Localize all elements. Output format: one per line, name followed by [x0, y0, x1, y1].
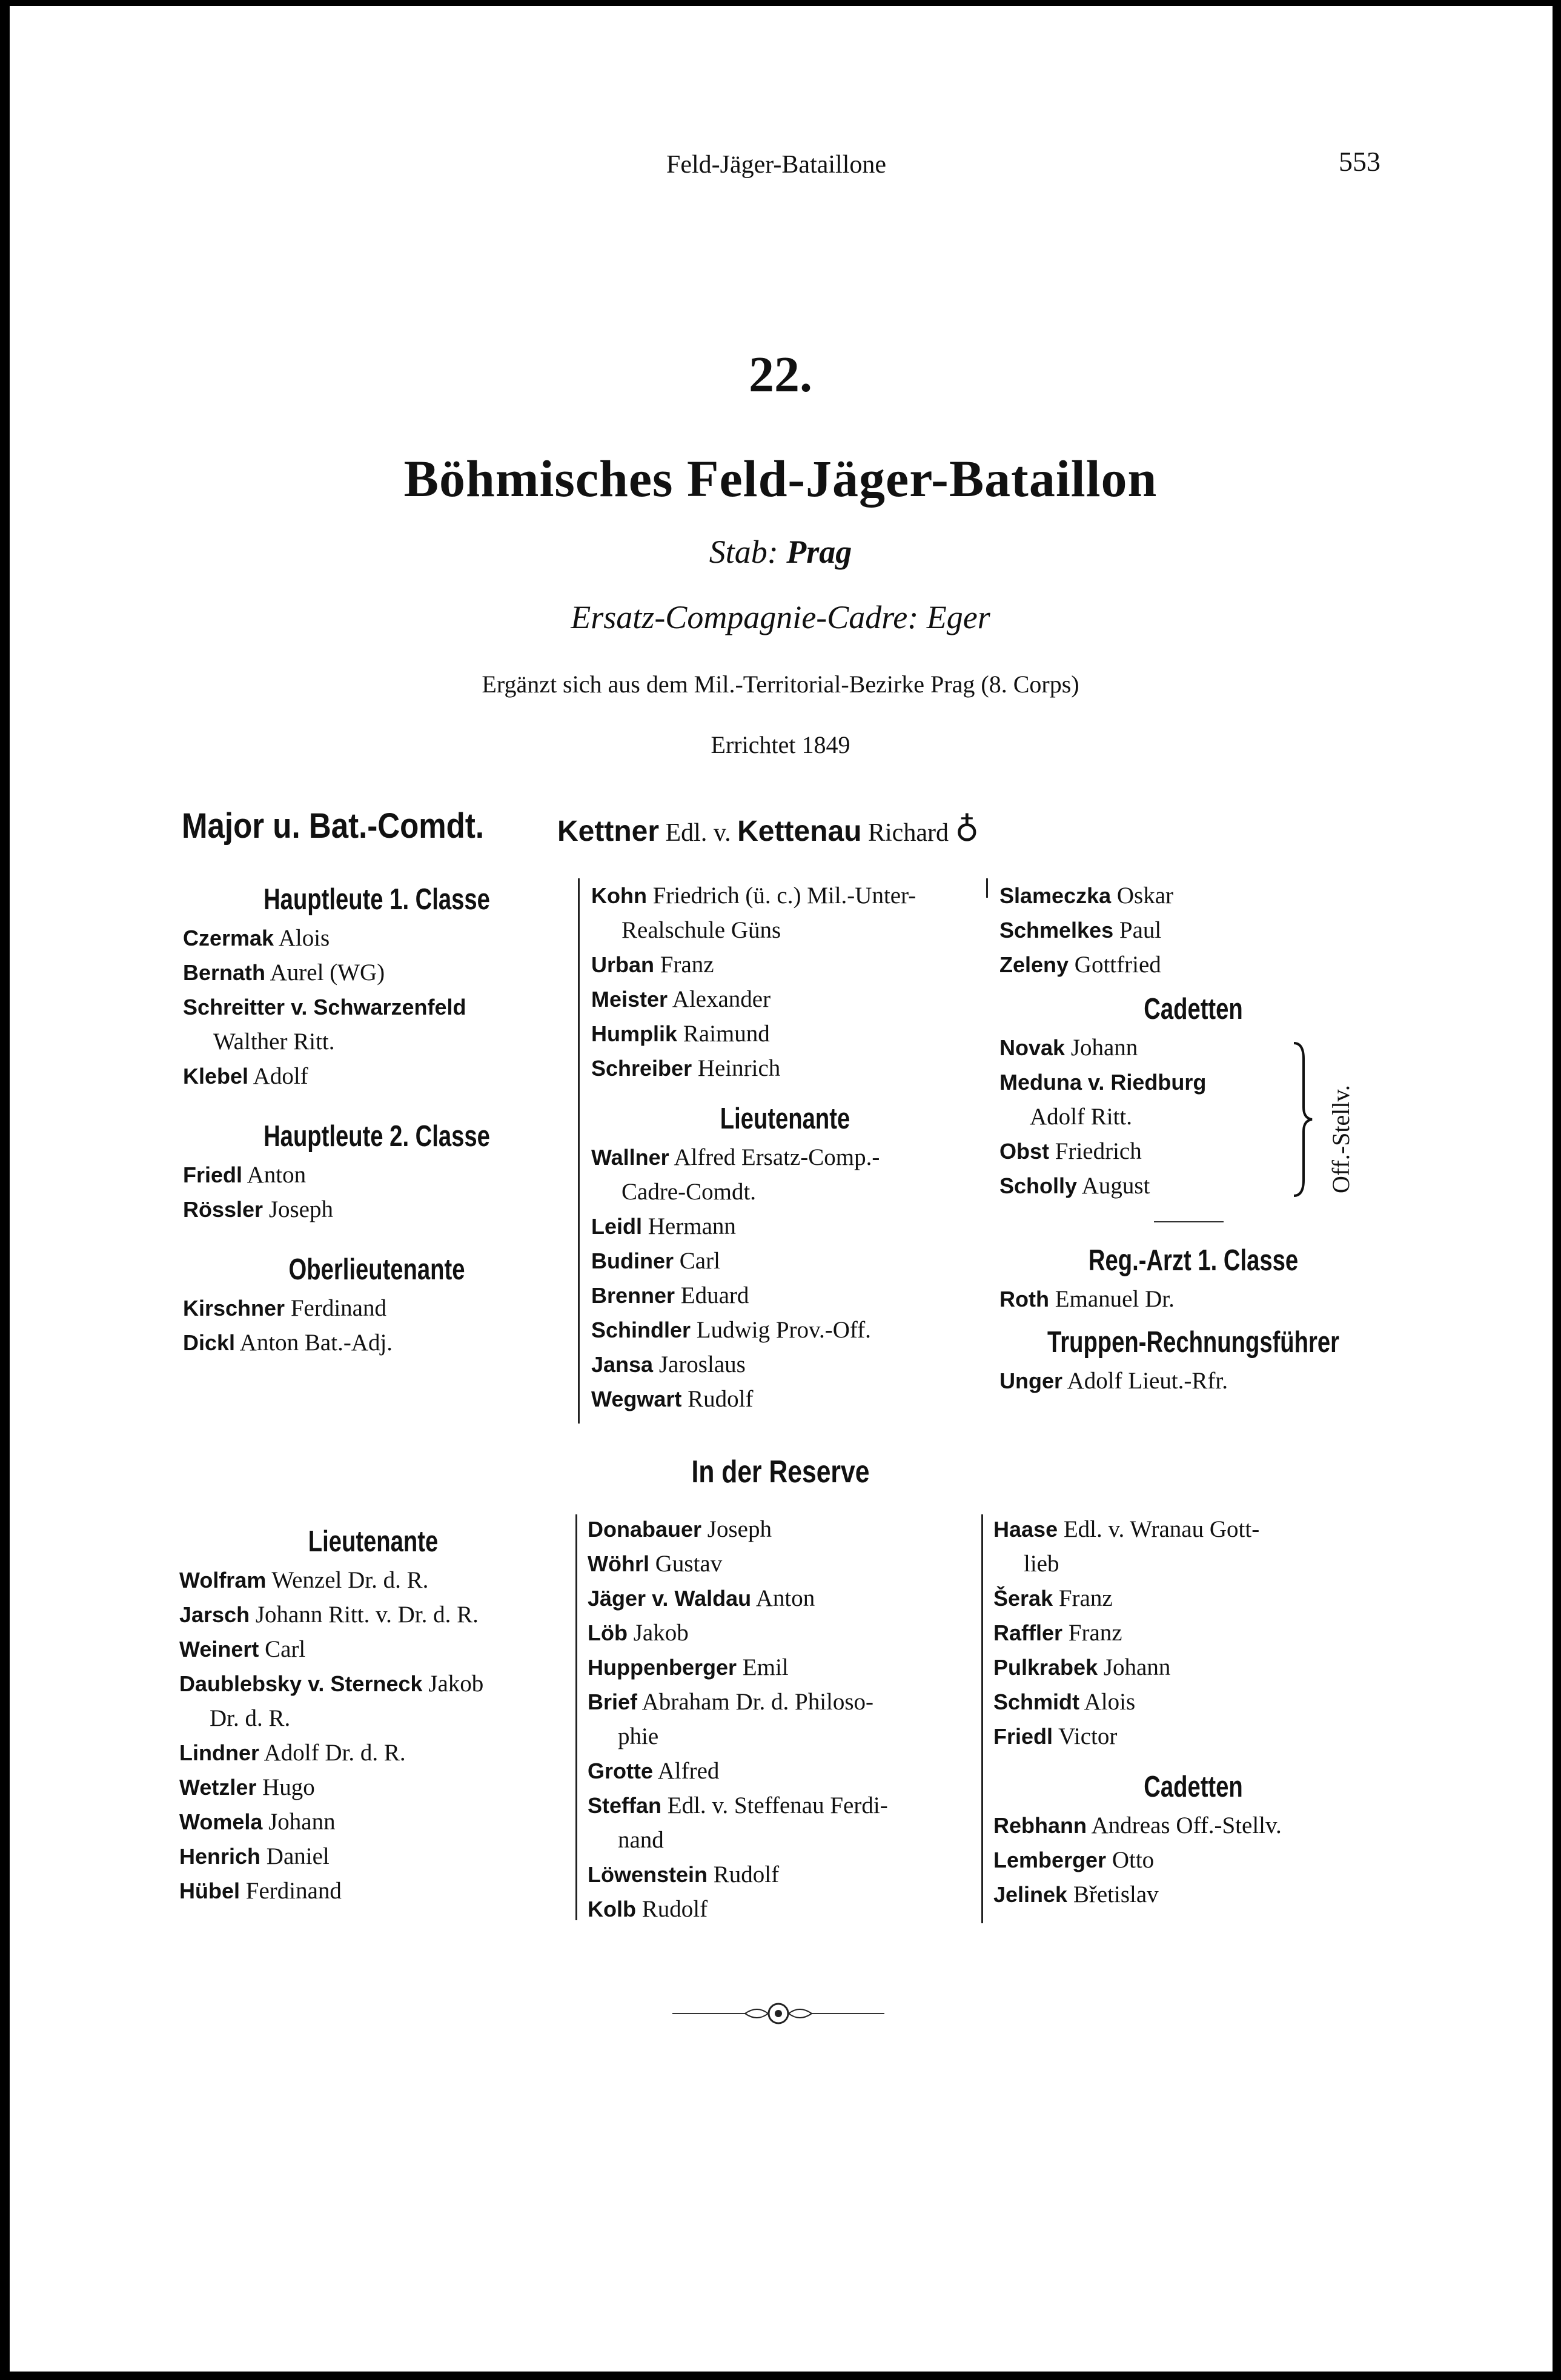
- person-surname: Weinert: [179, 1637, 259, 1662]
- person-details: Daniel: [266, 1843, 330, 1869]
- list-item: [993, 1877, 1393, 1912]
- person-details: Alois: [1084, 1689, 1136, 1715]
- person-surname: Schreitter v. Schwarzenfeld: [183, 995, 466, 1019]
- list-item: [179, 1770, 567, 1805]
- person-details: Johann: [1103, 1654, 1171, 1680]
- reserve-list-2: [588, 1512, 975, 1926]
- major-title-name: Kettenau: [737, 815, 862, 847]
- person-surname: Schmidt: [993, 1689, 1080, 1714]
- person-surname: Scholly: [999, 1173, 1078, 1198]
- list-item: [183, 1059, 571, 1093]
- major-particle: Edl. v.: [665, 819, 731, 847]
- list-item: [591, 947, 979, 982]
- person-details: Eduard: [680, 1282, 749, 1308]
- person-details: Franz: [1068, 1620, 1122, 1646]
- list-item: [591, 1140, 979, 1175]
- list-item: [588, 1650, 975, 1685]
- person-surname: Lemberger: [993, 1848, 1107, 1872]
- list-item: [179, 1563, 567, 1597]
- list-item: [183, 1158, 571, 1192]
- list-item: [183, 1024, 571, 1059]
- person-details: Gustav: [655, 1551, 723, 1577]
- person-details: Franz: [660, 952, 714, 978]
- person-details: Alexander: [672, 986, 771, 1012]
- person-surname: Czermak: [183, 926, 274, 950]
- person-details: Johann Ritt. v. Dr. d. R.: [255, 1602, 479, 1628]
- major-label: Major u. Bat.-Comdt.: [182, 806, 485, 846]
- person-surname: Daublebsky v. Sterneck: [179, 1671, 423, 1696]
- person-details: Ferdinand: [245, 1878, 342, 1904]
- list-item: [179, 1839, 567, 1874]
- list-oberlieutenante: [183, 1291, 571, 1360]
- list-item: [591, 1016, 979, 1051]
- major-surname: Kettner: [557, 815, 660, 847]
- reserve-list-cadetten: [993, 1808, 1393, 1912]
- stab-label: Stab:: [709, 534, 778, 570]
- list-item: [993, 1581, 1393, 1616]
- reserve-divider-1: [575, 1514, 577, 1920]
- person-surname: Meister: [591, 987, 668, 1012]
- list-item: [993, 1843, 1393, 1877]
- person-details: Rudolf: [641, 1896, 708, 1922]
- list-item: [183, 1291, 571, 1325]
- person-surname: Klebel: [183, 1064, 249, 1089]
- list-item: [588, 1754, 975, 1788]
- person-details: Emil: [742, 1654, 789, 1680]
- list-item: [183, 1192, 571, 1227]
- list-item: [591, 982, 979, 1016]
- person-details: Walther Ritt.: [213, 1029, 335, 1055]
- person-details: August: [1081, 1173, 1150, 1199]
- reserve-heading: In der Reserve: [691, 1454, 870, 1490]
- heading-reg-arzt: Reg.-Arzt 1. Classe: [1088, 1244, 1299, 1277]
- person-surname: Slameczka: [999, 883, 1112, 908]
- person-details: Dr. d. R.: [210, 1705, 291, 1731]
- person-details: Edl. v. Wranau Gott-: [1063, 1516, 1260, 1542]
- person-details: Alfred Ersatz-Comp.-: [674, 1144, 880, 1170]
- list-item: [183, 1325, 571, 1360]
- person-surname: Löwenstein: [588, 1862, 708, 1887]
- person-surname: Meduna v. Riedburg: [999, 1070, 1207, 1095]
- person-details: Oskar: [1116, 883, 1174, 909]
- person-surname: Urban: [591, 952, 655, 977]
- person-details: Franz: [1058, 1585, 1113, 1611]
- list-item: [591, 1209, 979, 1244]
- person-details: Heinrich: [697, 1055, 781, 1081]
- person-surname: Brief: [588, 1689, 638, 1714]
- person-surname: Kirschner: [183, 1296, 285, 1321]
- list-item: [183, 955, 571, 990]
- list-item: [993, 1512, 1393, 1546]
- person-surname: Pulkrabek: [993, 1655, 1098, 1680]
- person-surname: Dickl: [183, 1330, 236, 1355]
- scan-border-top: [0, 0, 1561, 6]
- list-item: [993, 1616, 1393, 1650]
- person-surname: Friedl: [993, 1724, 1053, 1749]
- list-item: [993, 1685, 1393, 1719]
- person-details: Rudolf: [713, 1861, 780, 1888]
- person-details: phie: [618, 1723, 659, 1749]
- person-surname: Friedl: [183, 1162, 243, 1187]
- person-surname: Wegwart: [591, 1387, 682, 1411]
- person-surname: Zeleny: [999, 952, 1069, 977]
- person-surname: Hübel: [179, 1878, 240, 1903]
- col2-active: [591, 878, 979, 1416]
- list-item: [591, 1175, 979, 1209]
- erganzt-line: Ergänzt sich aus dem Mil.-Territorial-Bezirke Prag (8. Corps): [482, 671, 1079, 698]
- scan-border-bottom: [0, 2372, 1561, 2380]
- list-item: [591, 1051, 979, 1086]
- list-item: [588, 1823, 975, 1857]
- reserve-col2: [588, 1512, 975, 1926]
- person-details: Rudolf: [688, 1386, 754, 1412]
- person-details: Realschule Güns: [621, 917, 781, 943]
- list-item: [993, 1719, 1393, 1754]
- person-surname: Lindner: [179, 1740, 259, 1765]
- list-item: [588, 1685, 975, 1719]
- person-details: Friedrich: [1055, 1138, 1142, 1164]
- person-surname: Rössler: [183, 1197, 263, 1222]
- person-details: Ferdinand: [290, 1295, 386, 1321]
- heading-hauptleute1: Hauptleute 1. Classe: [263, 883, 490, 916]
- list-item: [179, 1735, 567, 1770]
- heading-hauptleute2: Hauptleute 2. Classe: [263, 1120, 490, 1153]
- running-title: Feld-Jäger-Bataillone: [666, 151, 887, 179]
- list-oberlieutenante-cont: [591, 878, 979, 1086]
- person-details: Abraham Dr. d. Philoso-: [641, 1689, 874, 1715]
- person-surname: Womela: [179, 1809, 263, 1834]
- person-details: Adolf Lieut.-Rfr.: [1067, 1368, 1228, 1394]
- reserve-heading-cadetten: Cadetten: [1144, 1771, 1243, 1803]
- list-item: [179, 1701, 567, 1735]
- person-details: Ludwig Prov.-Off.: [696, 1317, 871, 1343]
- person-surname: Jarsch: [179, 1602, 250, 1627]
- person-details: Adolf Dr. d. R.: [263, 1740, 406, 1766]
- person-details: Andreas Off.-Stellv.: [1091, 1812, 1282, 1838]
- list-item: [588, 1616, 975, 1650]
- person-surname: Wetzler: [179, 1775, 257, 1800]
- list-item: [993, 1650, 1393, 1685]
- person-details: Hugo: [262, 1774, 315, 1800]
- list-item: [999, 1364, 1387, 1398]
- person-details: Gottfried: [1074, 952, 1161, 978]
- person-surname: Grotte: [588, 1758, 653, 1783]
- column-divider: [578, 878, 580, 1424]
- person-details: Friedrich (ü. c.) Mil.-Unter-: [652, 883, 916, 909]
- separator-rule: [1154, 1221, 1224, 1222]
- person-surname: Kohn: [591, 883, 647, 908]
- heading-cadetten: Cadetten: [1144, 993, 1243, 1026]
- person-surname: Jelinek: [993, 1882, 1068, 1907]
- list-item: [999, 1282, 1387, 1316]
- person-surname: Novak: [999, 1035, 1066, 1060]
- person-surname: Steffan: [588, 1793, 662, 1818]
- person-details: Anton: [247, 1162, 307, 1188]
- reserve-col3: [993, 1512, 1393, 1912]
- list-reg-arzt: [999, 1282, 1387, 1316]
- errichtet-line: Errichtet 1849: [711, 731, 850, 758]
- list-item: [588, 1512, 975, 1546]
- reserve-list-lieutenante: [179, 1563, 567, 1908]
- page-title: Böhmisches Feld-Jäger-Bataillon: [403, 449, 1158, 508]
- list-item: [588, 1857, 975, 1892]
- list-item: [591, 878, 979, 913]
- person-surname: Brenner: [591, 1283, 675, 1308]
- list-item: [588, 1581, 975, 1616]
- person-details: Victor: [1058, 1723, 1118, 1749]
- list-item: [993, 1808, 1393, 1843]
- person-surname: Humplik: [591, 1021, 678, 1046]
- person-surname: Wöhrl: [588, 1551, 649, 1576]
- person-surname: Roth: [999, 1287, 1049, 1311]
- ersatz-place: Eger: [926, 599, 990, 635]
- person-surname: Obst: [999, 1139, 1050, 1164]
- person-details: nand: [618, 1827, 664, 1853]
- list-item: [999, 878, 1387, 913]
- list-item: [999, 947, 1387, 982]
- reserve-divider-2: [981, 1514, 983, 1923]
- person-surname: Jansa: [591, 1352, 654, 1377]
- person-details: Wenzel Dr. d. R.: [271, 1567, 429, 1593]
- person-surname: Leidl: [591, 1214, 643, 1239]
- person-details: Alois: [278, 925, 330, 951]
- bracket-brace: [1290, 1041, 1314, 1198]
- list-item: [179, 1805, 567, 1839]
- person-details: Jakob: [428, 1671, 484, 1697]
- person-surname: Wolfram: [179, 1568, 267, 1593]
- column-divider-short: [986, 878, 988, 898]
- person-details: Johann: [268, 1809, 336, 1835]
- list-item: [588, 1546, 975, 1581]
- person-surname: Budiner: [591, 1248, 674, 1273]
- person-surname: Huppenberger: [588, 1655, 737, 1680]
- heading-rechnungsfuehrer: Truppen-Rechnungsführer: [1047, 1326, 1340, 1359]
- page-number: 553: [1339, 146, 1380, 177]
- person-details: Joseph: [707, 1516, 772, 1542]
- col1-active: [183, 878, 571, 1360]
- major-name: [557, 810, 979, 849]
- person-details: Adolf: [253, 1063, 308, 1089]
- list-hauptleute1: [183, 921, 571, 1093]
- person-details: Carl: [679, 1248, 720, 1274]
- list-item: [588, 1788, 975, 1823]
- person-surname: Unger: [999, 1368, 1063, 1393]
- person-details: Raimund: [683, 1021, 770, 1047]
- list-item: [183, 921, 571, 955]
- ersatz-line: [0, 598, 1561, 636]
- person-details: lieb: [1024, 1551, 1059, 1577]
- list-item: [591, 1244, 979, 1278]
- list-item: [591, 913, 979, 947]
- person-surname: Schindler: [591, 1318, 691, 1342]
- list-item: [993, 1546, 1393, 1581]
- stab-line: [0, 533, 1561, 571]
- ornament-icon: [672, 1999, 884, 2028]
- person-details: Adolf Ritt.: [1030, 1104, 1133, 1130]
- list-item: [999, 1030, 1387, 1065]
- person-details: Joseph: [268, 1196, 333, 1222]
- list-item: [591, 1313, 979, 1347]
- off-stellv-label: Off.-Stellv.: [1327, 1085, 1354, 1193]
- list-item: [999, 913, 1387, 947]
- reserve-col1: [179, 1520, 567, 1908]
- reserve-list-3: [993, 1512, 1393, 1754]
- major-given: Richard: [868, 819, 949, 847]
- person-surname: Šerak: [993, 1586, 1053, 1611]
- person-surname: Jäger v. Waldau: [588, 1586, 752, 1611]
- list-item: [588, 1719, 975, 1754]
- person-details: Anton: [755, 1585, 815, 1611]
- person-details: Alfred: [657, 1758, 720, 1784]
- person-surname: Löb: [588, 1620, 628, 1645]
- heading-lieutenante: Lieutenante: [720, 1102, 850, 1135]
- person-details: Otto: [1112, 1847, 1155, 1873]
- person-surname: Schmelkes: [999, 918, 1114, 943]
- list-item: [179, 1666, 567, 1701]
- person-surname: Raffler: [993, 1620, 1063, 1645]
- list-item: [591, 1278, 979, 1313]
- list-lieutenante-cont: [999, 878, 1387, 982]
- reserve-heading-lieutenante: Lieutenante: [308, 1525, 439, 1558]
- entry-number: 22.: [749, 346, 812, 403]
- person-details: Hermann: [648, 1213, 736, 1239]
- person-details: Cadre-Comdt.: [621, 1179, 757, 1205]
- list-rechnungsfuehrer: [999, 1364, 1387, 1398]
- list-item: [179, 1632, 567, 1666]
- person-surname: Donabauer: [588, 1517, 702, 1542]
- person-details: Emanuel Dr.: [1055, 1286, 1175, 1312]
- person-details: Edl. v. Steffenau Ferdi-: [667, 1792, 888, 1818]
- list-item: [183, 990, 571, 1024]
- list-item: [179, 1597, 567, 1632]
- list-lieutenante: [591, 1140, 979, 1416]
- list-item: [588, 1892, 975, 1926]
- decoration-icon: ♁: [955, 812, 979, 848]
- person-details: Paul: [1119, 917, 1162, 943]
- person-details: Johann: [1070, 1035, 1138, 1061]
- person-details: Jaroslaus: [658, 1351, 746, 1377]
- person-details: Carl: [265, 1636, 306, 1662]
- heading-oberlieutenante: Oberlieutenante: [288, 1253, 465, 1286]
- person-details: Anton Bat.-Adj.: [239, 1330, 393, 1356]
- person-details: Aurel (WG): [270, 960, 385, 986]
- person-details: Jakob: [633, 1620, 689, 1646]
- person-surname: Bernath: [183, 960, 266, 985]
- person-surname: Schreiber: [591, 1056, 692, 1081]
- list-item: [591, 1382, 979, 1416]
- person-surname: Rebhann: [993, 1813, 1087, 1838]
- person-surname: Kolb: [588, 1897, 636, 1921]
- list-item: [179, 1874, 567, 1908]
- person-details: Břetislav: [1073, 1881, 1159, 1908]
- ersatz-label: Ersatz-Compagnie-Cadre:: [571, 599, 919, 635]
- stab-place: Prag: [786, 534, 852, 570]
- list-item: [591, 1347, 979, 1382]
- person-surname: Wallner: [591, 1145, 669, 1170]
- person-surname: Henrich: [179, 1844, 261, 1869]
- list-hauptleute2: [183, 1158, 571, 1227]
- person-surname: Haase: [993, 1517, 1058, 1542]
